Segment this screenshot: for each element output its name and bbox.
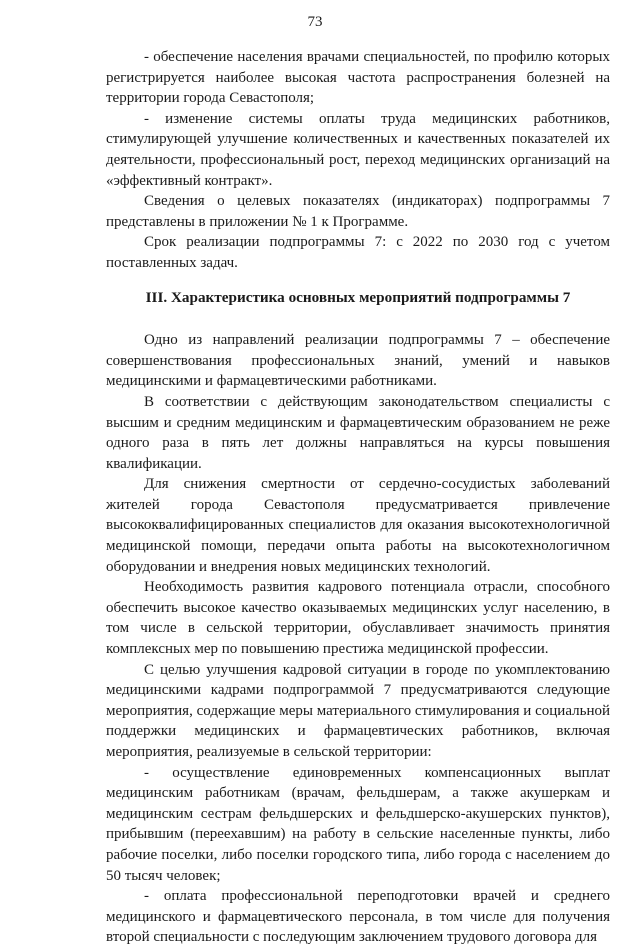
paragraph: - оплата профессиональной переподготовки врачей и среднего медицинского и фармацевтического персонала, в том числе для получения второй специальности с последующим заключением трудового договора для	[106, 888, 610, 946]
paragraph: С целью улучшения кадровой ситуации в городе по укомплектованию медицинскими кадрами подпрограммой 7 предусматриваются следующие мероприятия, содержащие меры материального стимулирования и социальной поддержки медицинских и фармацевтических работников, включая мероприятия, реализуемые в сельской территории:	[106, 661, 610, 760]
document-body	[106, 47, 610, 948]
paragraph: - обеспечение населения врачами специальностей, по профилю которых регистрируется наиболее высокая частота распространения болезней на территории города Севастополя;	[106, 49, 610, 107]
paragraph: Для снижения смертности от сердечно-сосудистых заболеваний жителей города Севастополя предусматривается привлечение высококвалифицированных специалистов для оказания высокотехнологичной медицинской помощи, передачи опыта работы на высокотехнологичном оборудовании и внедрения новых медицинских технологий.	[106, 476, 610, 575]
paragraph: Одно из направлений реализации подпрограммы 7 – обеспечение совершенствования профессиональных знаний, умений и навыков медицинскими и фармацевтическими работниками.	[106, 332, 610, 390]
paragraph: - осуществление единовременных компенсационных выплат медицинским работникам (врачам, фельдшерам, а также акушеркам и медицинским сестрам фельдшерских и фельдшерско-акушерских пунктов), прибывшим (переехавшим) на работу в сельские населенные пункты, либо рабочие поселки, либо поселки городского типа, либо города с населением до 50 тысяч человек;	[106, 764, 610, 884]
paragraph: Сведения о целевых показателях (индикаторах) подпрограммы 7 представлены в приложении № 1 к Программе.	[106, 193, 610, 230]
page-number: 73	[307, 14, 323, 30]
paragraph: - изменение системы оплаты труда медицинских работников, стимулирующей улучшение количественных и качественных показателей их деятельности, профессиональный рост, переход медицинских организаций на «эффективный контракт».	[106, 110, 610, 189]
section-heading: III. Характеристика основных мероприятий подпрограммы 7	[145, 288, 571, 306]
paragraph: Срок реализации подпрограммы 7: с 2022 по 2030 год с учетом поставленных задач.	[106, 234, 610, 271]
paragraph: Необходимость развития кадрового потенциала отрасли, способного обеспечить высокое качество оказываемых медицинских услуг населению, в том числе в сельской территории, обуславливает значимость принятия комплексных мер по повышению престижа медицинской профессии.	[106, 579, 610, 658]
paragraph: В соответствии с действующим законодательством специалисты с высшим и средним медицинским и фармацевтическим образованием не реже одного раза в пять лет должны направляться на курсы повышения квалификации.	[106, 393, 610, 472]
